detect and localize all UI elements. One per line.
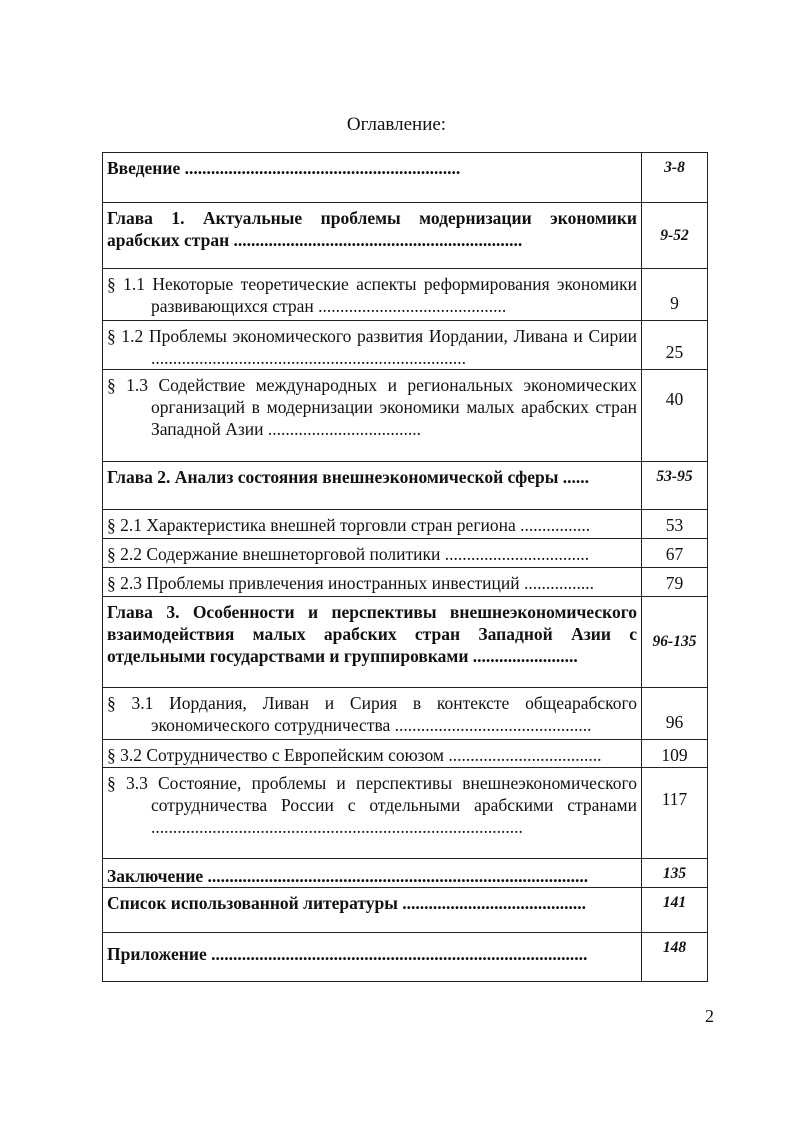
table-of-contents: [102, 152, 708, 982]
toc-entry-introduction: Введение ...............................................................: [103, 153, 642, 203]
toc-page-number: 25: [642, 321, 708, 370]
page-number: 2: [705, 1006, 714, 1026]
toc-entry-conclusion: Заключение .......................................................................................: [103, 859, 642, 888]
toc-row: [103, 597, 708, 688]
toc-row: [103, 568, 708, 597]
toc-page-number: 79: [642, 568, 708, 597]
toc-page-number: 3-8: [642, 153, 708, 203]
toc-entry-bibliography: Список использованной литературы ..........................................: [103, 888, 642, 933]
toc-page-number: 117: [642, 768, 708, 859]
toc-entry-section-1-3: § 1.3 Содействие международных и региональных экономических организаций в модернизации экономики малых арабских стран Западной Азии ...................................: [103, 370, 642, 462]
toc-row: [103, 859, 708, 888]
toc-entry-section-1-2: § 1.2 Проблемы экономического развития Иордании, Ливана и Сирии ........................................................................: [103, 321, 642, 370]
toc-page-number: 53: [642, 510, 708, 539]
toc-row: [103, 269, 708, 321]
toc-row: [103, 203, 708, 269]
toc-page-number: 96-135: [642, 597, 708, 688]
toc-entry-chapter-1: Глава 1. Актуальные проблемы модернизации экономики арабских стран ..................................................................: [103, 203, 642, 269]
toc-page-number: 9: [642, 269, 708, 321]
toc-page-number: 135: [642, 859, 708, 888]
toc-row: [103, 933, 708, 982]
toc-row: [103, 370, 708, 462]
toc-entry-section-2-2: § 2.2 Содержание внешнеторговой политики .................................: [103, 539, 642, 568]
toc-row: [103, 740, 708, 768]
toc-row: [103, 888, 708, 933]
toc-entry-section-3-1: § 3.1 Иордания, Ливан и Сирия в контексте общеарабского экономического сотрудничества .............................................: [103, 688, 642, 740]
toc-entry-section-3-2: § 3.2 Сотрудничество с Европейским союзом ...................................: [103, 740, 642, 768]
toc-entry-section-1-1: § 1.1 Некоторые теоретические аспекты реформирования экономики развивающихся стран ...........................................: [103, 269, 642, 321]
toc-row: [103, 153, 708, 203]
toc-row: [103, 510, 708, 539]
toc-row: [103, 539, 708, 568]
page-title: Оглавление:: [346, 114, 447, 135]
toc-page-number: 141: [642, 888, 708, 933]
toc-row: [103, 688, 708, 740]
toc-row: [103, 462, 708, 510]
toc-page-number: 67: [642, 539, 708, 568]
toc-page-number: 148: [642, 933, 708, 982]
toc-row: [103, 768, 708, 859]
toc-entry-section-2-1: § 2.1 Характеристика внешней торговли стран региона ................: [103, 510, 642, 539]
toc-page-number: 53-95: [642, 462, 708, 510]
toc-entry-chapter-3: Глава 3. Особенности и перспективы внешнеэкономического взаимодействия малых арабских стран Западной Азии с отдельными государствами и группировками ........................: [103, 597, 642, 688]
toc-entry-chapter-2: Глава 2. Анализ состояния внешнеэкономической сферы ......: [103, 462, 642, 510]
toc-row: [103, 321, 708, 370]
toc-entry-section-2-3: § 2.3 Проблемы привлечения иностранных инвестиций ................: [103, 568, 642, 597]
toc-entry-section-3-3: § 3.3 Состояние, проблемы и перспективы внешнеэкономического сотрудничества России с отдельными арабскими странами .....................................................................................: [103, 768, 642, 859]
toc-entry-appendix: Приложение ......................................................................................: [103, 933, 642, 982]
toc-page-number: 9-52: [642, 203, 708, 269]
toc-page-number: 40: [642, 370, 708, 462]
toc-page-number: 96: [642, 688, 708, 740]
toc-page-number: 109: [642, 740, 708, 768]
